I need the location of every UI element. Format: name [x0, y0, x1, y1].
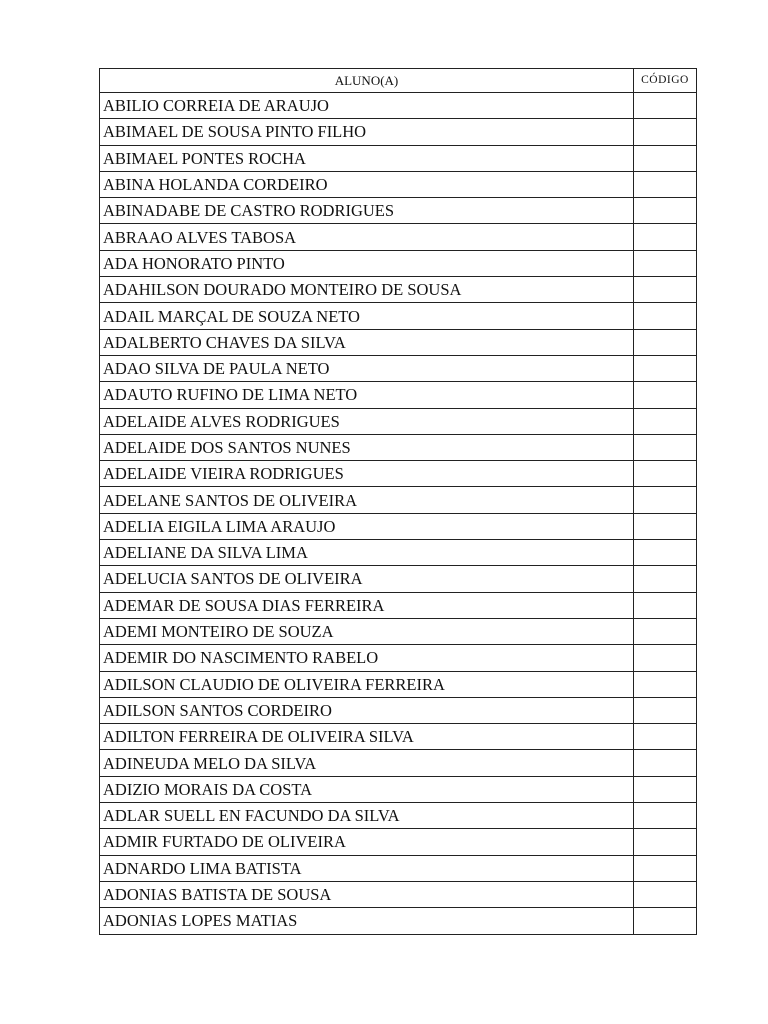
table-body [100, 93, 697, 935]
table-row [100, 513, 697, 539]
student-code-cell [634, 645, 697, 671]
student-name-cell: ADELAIDE DOS SANTOS NUNES [100, 434, 634, 460]
student-name-cell: ADMIR FURTADO DE OLIVEIRA [100, 829, 634, 855]
table-row [100, 277, 697, 303]
student-name-cell: ADELIANE DA SILVA LIMA [100, 540, 634, 566]
student-name-cell: ADNARDO LIMA BATISTA [100, 855, 634, 881]
table-row [100, 355, 697, 381]
table-row [100, 93, 697, 119]
student-code-cell [634, 250, 697, 276]
student-name-cell: ABIMAEL DE SOUSA PINTO FILHO [100, 119, 634, 145]
table-row [100, 671, 697, 697]
student-name-cell: ABIMAEL PONTES ROCHA [100, 145, 634, 171]
student-name-cell: ABINA HOLANDA CORDEIRO [100, 171, 634, 197]
table-row [100, 592, 697, 618]
table-row [100, 119, 697, 145]
table-row [100, 776, 697, 802]
table-row [100, 303, 697, 329]
table-row [100, 329, 697, 355]
student-code-cell [634, 408, 697, 434]
student-name-cell: ADINEUDA MELO DA SILVA [100, 750, 634, 776]
student-code-cell [634, 908, 697, 934]
table-row [100, 198, 697, 224]
column-header-student: ALUNO(A) [100, 69, 634, 93]
student-name-cell: ADEMI MONTEIRO DE SOUZA [100, 618, 634, 644]
table-row [100, 145, 697, 171]
student-name-cell: ADELAIDE ALVES RODRIGUES [100, 408, 634, 434]
table-row [100, 618, 697, 644]
student-name-cell: ADAIL MARÇAL DE SOUZA NETO [100, 303, 634, 329]
student-code-cell [634, 145, 697, 171]
student-code-cell [634, 303, 697, 329]
table-row [100, 724, 697, 750]
table-row [100, 224, 697, 250]
student-code-cell [634, 803, 697, 829]
student-code-cell [634, 119, 697, 145]
student-code-cell [634, 881, 697, 907]
student-name-cell: ADILSON CLAUDIO DE OLIVEIRA FERREIRA [100, 671, 634, 697]
table-row [100, 855, 697, 881]
student-name-cell: ADONIAS BATISTA DE SOUSA [100, 881, 634, 907]
student-code-cell [634, 461, 697, 487]
student-name-cell: ADELUCIA SANTOS DE OLIVEIRA [100, 566, 634, 592]
student-name-cell: ADLAR SUELL EN FACUNDO DA SILVA [100, 803, 634, 829]
student-code-cell [634, 513, 697, 539]
student-code-cell [634, 487, 697, 513]
header-row [100, 69, 697, 93]
table-row [100, 645, 697, 671]
student-name-cell: ADELANE SANTOS DE OLIVEIRA [100, 487, 634, 513]
student-code-cell [634, 198, 697, 224]
table-row [100, 697, 697, 723]
student-code-cell [634, 566, 697, 592]
student-name-cell: ADAO SILVA DE PAULA NETO [100, 355, 634, 381]
student-name-cell: ABILIO CORREIA DE ARAUJO [100, 93, 634, 119]
student-name-cell: ADELIA EIGILA LIMA ARAUJO [100, 513, 634, 539]
student-name-cell: ADIZIO MORAIS DA COSTA [100, 776, 634, 802]
student-name-cell: ADALBERTO CHAVES DA SILVA [100, 329, 634, 355]
student-name-cell: ADEMIR DO NASCIMENTO RABELO [100, 645, 634, 671]
table-row [100, 803, 697, 829]
student-code-cell [634, 776, 697, 802]
table-row [100, 881, 697, 907]
student-code-cell [634, 329, 697, 355]
student-code-cell [634, 277, 697, 303]
table-row [100, 408, 697, 434]
student-code-cell [634, 592, 697, 618]
student-code-cell [634, 829, 697, 855]
table-row [100, 750, 697, 776]
student-code-cell [634, 93, 697, 119]
column-header-code: CÓDIGO [634, 69, 697, 93]
table-row [100, 382, 697, 408]
student-name-cell: ABRAAO ALVES TABOSA [100, 224, 634, 250]
table-row [100, 250, 697, 276]
student-code-cell [634, 382, 697, 408]
student-code-cell [634, 618, 697, 644]
student-code-cell [634, 750, 697, 776]
table-row [100, 434, 697, 460]
student-name-cell: ADAHILSON DOURADO MONTEIRO DE SOUSA [100, 277, 634, 303]
student-code-cell [634, 171, 697, 197]
table-row [100, 540, 697, 566]
student-code-cell [634, 697, 697, 723]
table-header [100, 69, 697, 93]
student-name-cell: ADAUTO RUFINO DE LIMA NETO [100, 382, 634, 408]
student-code-cell [634, 355, 697, 381]
student-name-cell: ADA HONORATO PINTO [100, 250, 634, 276]
table-row [100, 829, 697, 855]
student-name-cell: ADILSON SANTOS CORDEIRO [100, 697, 634, 723]
table-row [100, 908, 697, 934]
student-name-cell: ADONIAS LOPES MATIAS [100, 908, 634, 934]
student-name-cell: ADELAIDE VIEIRA RODRIGUES [100, 461, 634, 487]
student-code-cell [634, 855, 697, 881]
table-row [100, 566, 697, 592]
student-code-cell [634, 224, 697, 250]
table-row [100, 171, 697, 197]
table-row [100, 487, 697, 513]
table-row [100, 461, 697, 487]
student-code-cell [634, 434, 697, 460]
student-table [99, 68, 697, 935]
student-name-cell: ADEMAR DE SOUSA DIAS FERREIRA [100, 592, 634, 618]
student-code-cell [634, 724, 697, 750]
student-code-cell [634, 540, 697, 566]
student-name-cell: ABINADABE DE CASTRO RODRIGUES [100, 198, 634, 224]
student-name-cell: ADILTON FERREIRA DE OLIVEIRA SILVA [100, 724, 634, 750]
student-code-cell [634, 671, 697, 697]
